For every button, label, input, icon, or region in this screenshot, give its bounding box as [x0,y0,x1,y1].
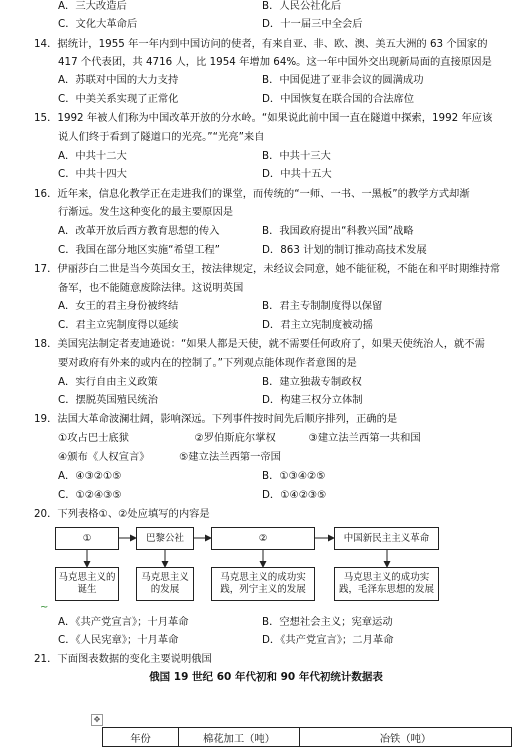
q19-events-line2: ④颁布《人权宣言》 ⑤建立法兰西第一帝国 [58,451,281,463]
q16-option-b: B．我国政府提出“科教兴国”战略 [262,225,414,237]
q17-option-c: C．君主立宪制度得以延续 [58,319,179,331]
q15-stem-line1: 15．1992 年被人们称为中国改革开放的分水岭。“如果说此前中国一直在隧道中探索，1992 年应该 [34,112,493,124]
q15-stem-line2: 说人们终于看到了隧道口的光亮。”“光亮”来自 [58,131,265,143]
q14-option-a: A．苏联对中国的大力支持 [58,74,179,86]
q14-stem-line1: 14．据统计，1955 年一年内到中国访问的使者，有来自亚、非、欧、澳、美五大洲的 63 个国家的 [34,38,488,50]
q15-option-d: D．中共十五大 [262,168,332,180]
q21-table-caption: 俄国 19 世纪 60 年代初和 90 年代初统计数据表 [149,671,383,683]
q14-stem-line2: 417 个代表团，共 4716 人，比 1954 年增加 64%。这一年中国外交出现新局面的直接原因是 [58,56,492,68]
diagram-box-new-democratic-revolution: 中国新民主主义革命 [334,527,439,550]
diagram-sub-box-4: 马克思主义的成功实践，毛泽东思想的发展 [334,567,439,601]
diagram-sub-box-2: 马克思主义的发展 [136,567,194,601]
q20-option-b: B．空想社会主义；宪章运动 [262,616,393,628]
q18-option-b: B．建立独裁专制政权 [262,376,362,388]
prev-option-a: A．三大改造后 [58,0,127,12]
q16-stem-line2: 行渐远。发生这种变化的最主要原因是 [58,206,234,218]
table-header-row [103,728,512,747]
q15-option-c: C．中共十四大 [58,168,127,180]
q15-option-b: B．中共十三大 [262,150,331,162]
q19-option-d: D．①④②③⑤ [262,489,327,501]
q14-option-d: D．中国恢复在联合国的合法席位 [262,93,415,105]
header-cotton: 棉花加工（吨） [179,728,300,747]
diagram-box-1: ① [55,527,119,550]
prev-option-c: C．文化大革命后 [58,18,138,30]
q19-events-line1: ①攻占巴士底狱 ②罗伯斯庇尔掌权 ③建立法兰西第一共和国 [58,432,421,444]
prev-option-d: D．十一届三中全会后 [262,18,363,30]
q20-option-d: D．《共产党宣言》；二月革命 [262,634,394,646]
q14-option-b: B．中国促进了亚非会议的圆满成功 [262,74,424,86]
q17-stem-line1: 17．伊丽莎白二世是当今英国女王，按法律规定，未经议会同意，她不能征税，不能在和平时期维持常 [34,263,501,275]
q21-stem-line1: 21．下面图表数据的变化主要说明俄国 [34,653,212,665]
q16-option-d: D．863 计划的制订推动高技术发展 [262,244,427,256]
q18-stem-line2: 要对政府有外来的或内在的控制了。”下列观点能体现作者意图的是 [58,357,357,369]
diagram-box-paris-commune: 巴黎公社 [136,527,194,550]
diagram-sub-box-1: 马克思主义的诞生 [55,567,119,601]
q17-option-a: A．女王的君主身份被终结 [58,300,179,312]
q14-option-c: C．中美关系实现了正常化 [58,93,179,105]
q15-option-a: A．中共十二大 [58,150,127,162]
q19-option-c: C．①②④③⑤ [58,489,122,501]
q18-option-c: C．摆脱英国殖民统治 [58,394,158,406]
prev-option-b: B．人民公社化后 [262,0,342,12]
q20-option-c: C．《人民宪章》；十月革命 [58,634,179,646]
q18-option-a: A．实行自由主义政策 [58,376,158,388]
q20-option-a: A．《共产党宣言》；十月革命 [58,616,189,628]
header-year: 年份 [103,728,179,747]
q16-option-a: A．改革开放后西方教育思想的传入 [58,225,220,237]
table-move-handle-icon[interactable]: ✥ [91,714,103,726]
edit-mark-icon: ~ [40,602,49,613]
q17-option-b: B．君主专制制度得以保留 [262,300,383,312]
q16-stem-line1: 16．近年来，信息化教学正在走进我们的课堂，而传统的“一师、一书、一黑板”的教学方式却渐 [34,188,470,200]
q19-option-a: A．④③②①⑤ [58,470,122,482]
q19-option-b: B．①③④②⑤ [262,470,326,482]
q17-stem-line2: 备军，也不能随意废除法律。这说明英国 [58,282,244,294]
header-iron: 冶铁（吨） [300,728,512,747]
q20-stem-line1: 20．下列表格①、②处应填写的内容是 [34,508,210,520]
q19-stem-line1: 19．法国大革命波澜壮阔，影响深远。下列事件按时间先后顺序排列，正确的是 [34,413,398,425]
q17-option-d: D．君主立宪制度被动摇 [262,319,373,331]
q18-stem-line1: 18．美国宪法制定者麦迪逊说：“如果人都是天使，就不需要任何政府了，如果天使统治人，就不需 [34,338,485,350]
diagram-box-2: ② [211,527,315,550]
q16-option-c: C．我国在部分地区实施“希望工程” [58,244,221,256]
q21-stats-table [102,727,512,747]
diagram-sub-box-3: 马克思主义的成功实践，列宁主义的发展 [211,567,315,601]
q18-option-d: D．构建三权分立体制 [262,394,363,406]
